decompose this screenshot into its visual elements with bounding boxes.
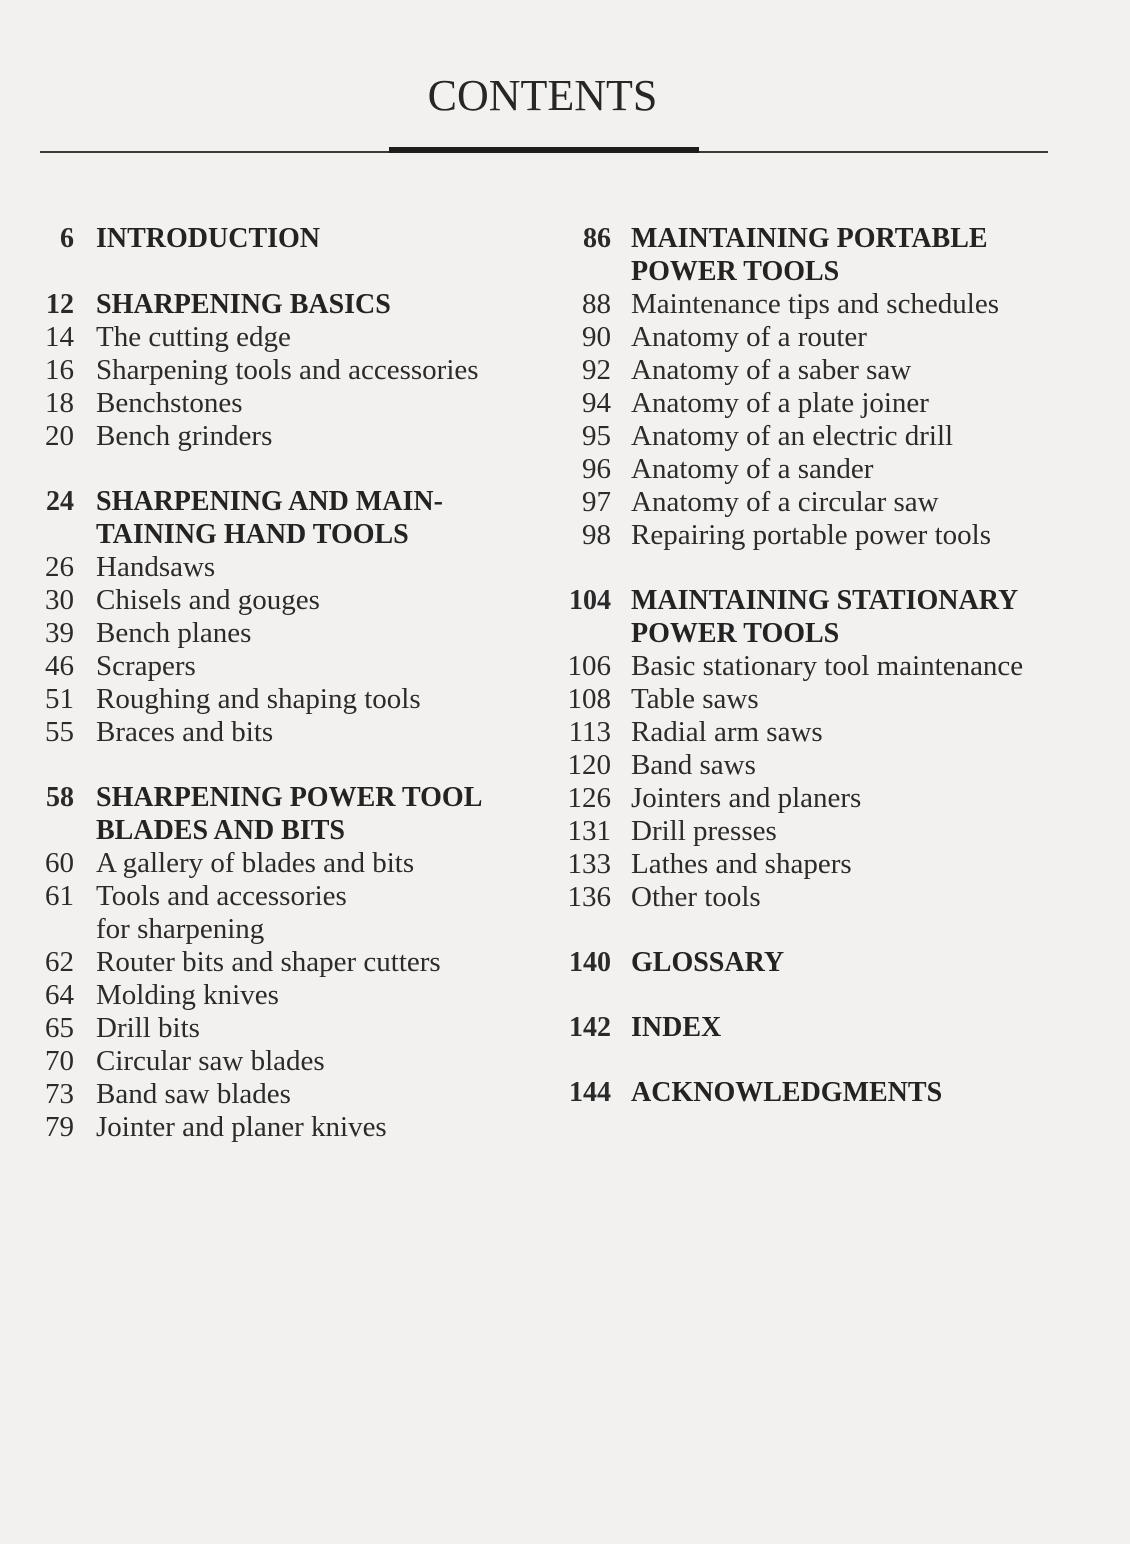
section-title: INDEX xyxy=(631,1012,722,1043)
page-number: 18 xyxy=(45,387,74,419)
page-number: 62 xyxy=(45,946,74,978)
title-rule-accent xyxy=(389,147,699,153)
entry-title: Basic stationary tool maintenance xyxy=(631,650,1024,682)
section-title: SHARPENING AND MAIN- TAINING HAND TOOLS xyxy=(96,486,443,550)
page-number: 65 xyxy=(45,1012,74,1044)
page-number: 46 xyxy=(45,650,74,682)
toc-entry[interactable] xyxy=(563,716,1063,749)
entry-title: Maintenance tips and schedules xyxy=(631,288,1000,320)
page-number: 142 xyxy=(569,1012,611,1043)
toc-entry[interactable] xyxy=(563,683,1063,716)
page-number: 86 xyxy=(583,223,611,254)
toc-section-heading[interactable] xyxy=(40,288,540,321)
toc-entry[interactable] xyxy=(40,1111,540,1144)
toc-right-column xyxy=(563,222,1063,1109)
toc-left-column xyxy=(40,222,540,1144)
toc-entry[interactable] xyxy=(563,519,1063,552)
entry-title: Anatomy of a router xyxy=(631,321,867,353)
page-number: 98 xyxy=(582,519,611,551)
page-number: 30 xyxy=(45,584,74,616)
toc-entry[interactable] xyxy=(40,321,540,354)
entry-title: Table saws xyxy=(631,683,759,715)
entry-title: Drill presses xyxy=(631,815,777,847)
page-number: 95 xyxy=(582,420,611,452)
entry-title: Band saws xyxy=(631,749,756,781)
page-number: 126 xyxy=(567,782,611,814)
entry-title: Band saw blades xyxy=(96,1078,291,1110)
entry-title: Scrapers xyxy=(96,650,196,682)
page-number: 131 xyxy=(567,815,611,847)
page-number: 20 xyxy=(45,420,74,452)
toc-section xyxy=(563,222,1063,552)
toc-entry[interactable] xyxy=(563,881,1063,914)
toc-section-heading[interactable] xyxy=(40,781,540,847)
toc-entry[interactable] xyxy=(40,387,540,420)
entry-title: Tools and accessories for sharpening xyxy=(96,880,347,945)
entry-title: The cutting edge xyxy=(96,321,291,353)
page-number: 108 xyxy=(567,683,611,715)
toc-section xyxy=(563,946,1063,979)
entry-title: Repairing portable power tools xyxy=(631,519,991,551)
page-number: 51 xyxy=(45,683,74,715)
entry-title: Anatomy of a sander xyxy=(631,453,874,485)
page-title: CONTENTS xyxy=(427,71,658,120)
entry-title: Anatomy of a saber saw xyxy=(631,354,912,386)
toc-section xyxy=(563,1011,1063,1044)
entry-title: Jointer and planer knives xyxy=(96,1111,387,1143)
page-number: 55 xyxy=(45,716,74,748)
page-number: 12 xyxy=(46,289,74,320)
toc-section-heading[interactable] xyxy=(563,1076,1063,1109)
toc-entry[interactable] xyxy=(40,880,540,946)
toc-entry[interactable] xyxy=(40,1078,540,1111)
page-number: 92 xyxy=(582,354,611,386)
entry-title: Chisels and gouges xyxy=(96,584,320,616)
page-number: 94 xyxy=(582,387,611,419)
page-number: 73 xyxy=(45,1078,74,1110)
toc-entry[interactable] xyxy=(563,815,1063,848)
toc-entry[interactable] xyxy=(40,584,540,617)
toc-section xyxy=(40,222,540,255)
toc-entry[interactable] xyxy=(40,551,540,584)
page-number: 16 xyxy=(45,354,74,386)
toc-entry[interactable] xyxy=(40,847,540,880)
page-number: 79 xyxy=(45,1111,74,1143)
page-number: 26 xyxy=(45,551,74,583)
toc-entry[interactable] xyxy=(563,453,1063,486)
section-title: MAINTAINING PORTABLE POWER TOOLS xyxy=(631,223,988,287)
page-number: 24 xyxy=(46,486,74,517)
entry-title: Anatomy of a plate joiner xyxy=(631,387,929,419)
entry-title: Bench planes xyxy=(96,617,252,649)
page-number: 96 xyxy=(582,453,611,485)
entry-title: Braces and bits xyxy=(96,716,274,748)
toc-entry[interactable] xyxy=(563,321,1063,354)
toc-entry[interactable] xyxy=(563,650,1063,683)
toc-entry[interactable] xyxy=(40,617,540,650)
toc-section-heading[interactable] xyxy=(563,946,1063,979)
page-number: 136 xyxy=(567,881,611,913)
toc-entry[interactable] xyxy=(40,650,540,683)
page-number: 61 xyxy=(45,880,74,912)
section-title: MAINTAINING STATIONARY POWER TOOLS xyxy=(631,585,1019,649)
toc-section-heading[interactable] xyxy=(563,584,1063,650)
entry-title: Anatomy of an electric drill xyxy=(631,420,954,452)
entry-title: A gallery of blades and bits xyxy=(96,847,415,879)
toc-entry[interactable] xyxy=(563,782,1063,815)
entry-title: Circular saw blades xyxy=(96,1045,325,1077)
section-title: GLOSSARY xyxy=(631,947,785,978)
page-number: 140 xyxy=(569,947,611,978)
entry-title: Lathes and shapers xyxy=(631,848,852,880)
entry-title: Drill bits xyxy=(96,1012,200,1044)
toc-entry[interactable] xyxy=(40,1012,540,1045)
page-number: 144 xyxy=(569,1077,611,1108)
page-number: 120 xyxy=(567,749,611,781)
entry-title: Sharpening tools and accessories xyxy=(96,354,479,386)
page-number: 60 xyxy=(45,847,74,879)
entry-title: Bench grinders xyxy=(96,420,273,452)
page-number: 70 xyxy=(45,1045,74,1077)
page-number: 58 xyxy=(46,782,74,813)
entry-title: Benchstones xyxy=(96,387,243,419)
toc-entry[interactable] xyxy=(563,848,1063,881)
entry-title: Molding knives xyxy=(96,979,279,1011)
section-title: SHARPENING POWER TOOL BLADES AND BITS xyxy=(96,782,483,846)
page-number: 104 xyxy=(569,585,611,616)
entry-title: Jointers and planers xyxy=(631,782,862,814)
toc-section xyxy=(563,1076,1063,1109)
entry-title: Handsaws xyxy=(96,551,216,583)
toc-entry[interactable] xyxy=(563,486,1063,519)
entry-title: Roughing and shaping tools xyxy=(96,683,421,715)
toc-entry[interactable] xyxy=(40,683,540,716)
toc-section-heading[interactable] xyxy=(563,1011,1063,1044)
section-title: INTRODUCTION xyxy=(96,223,321,254)
toc-section-heading[interactable] xyxy=(40,222,540,255)
page-number: 106 xyxy=(567,650,611,682)
page-number: 90 xyxy=(582,321,611,353)
toc-entry[interactable] xyxy=(563,354,1063,387)
toc-entry[interactable] xyxy=(40,1045,540,1078)
page-number: 97 xyxy=(582,486,611,518)
section-title: ACKNOWLEDGMENTS xyxy=(631,1077,943,1108)
page-number: 6 xyxy=(60,223,74,254)
page-number: 113 xyxy=(568,716,611,748)
toc-entry[interactable] xyxy=(563,288,1063,321)
entry-title: Radial arm saws xyxy=(631,716,823,748)
toc-entry[interactable] xyxy=(40,716,540,749)
toc-section xyxy=(40,288,540,453)
toc-entry[interactable] xyxy=(40,420,540,453)
toc-entry[interactable] xyxy=(40,354,540,387)
page-number: 64 xyxy=(45,979,74,1011)
page-number: 39 xyxy=(45,617,74,649)
page-number: 133 xyxy=(567,848,611,880)
toc-entry[interactable] xyxy=(40,946,540,979)
toc-entry[interactable] xyxy=(563,749,1063,782)
toc-section-heading[interactable] xyxy=(40,485,540,551)
page-number: 14 xyxy=(45,321,74,353)
toc-section xyxy=(40,485,540,749)
entry-title: Other tools xyxy=(631,881,761,913)
section-title: SHARPENING BASICS xyxy=(96,289,391,320)
toc-entry[interactable] xyxy=(40,979,540,1012)
page-number: 88 xyxy=(582,288,611,320)
toc-section-heading[interactable] xyxy=(563,222,1063,288)
entry-title: Anatomy of a circular saw xyxy=(631,486,939,518)
toc-entry[interactable] xyxy=(563,387,1063,420)
toc-section xyxy=(40,781,540,1144)
entry-title: Router bits and shaper cutters xyxy=(96,946,441,978)
toc-entry[interactable] xyxy=(563,420,1063,453)
toc-section xyxy=(563,584,1063,914)
